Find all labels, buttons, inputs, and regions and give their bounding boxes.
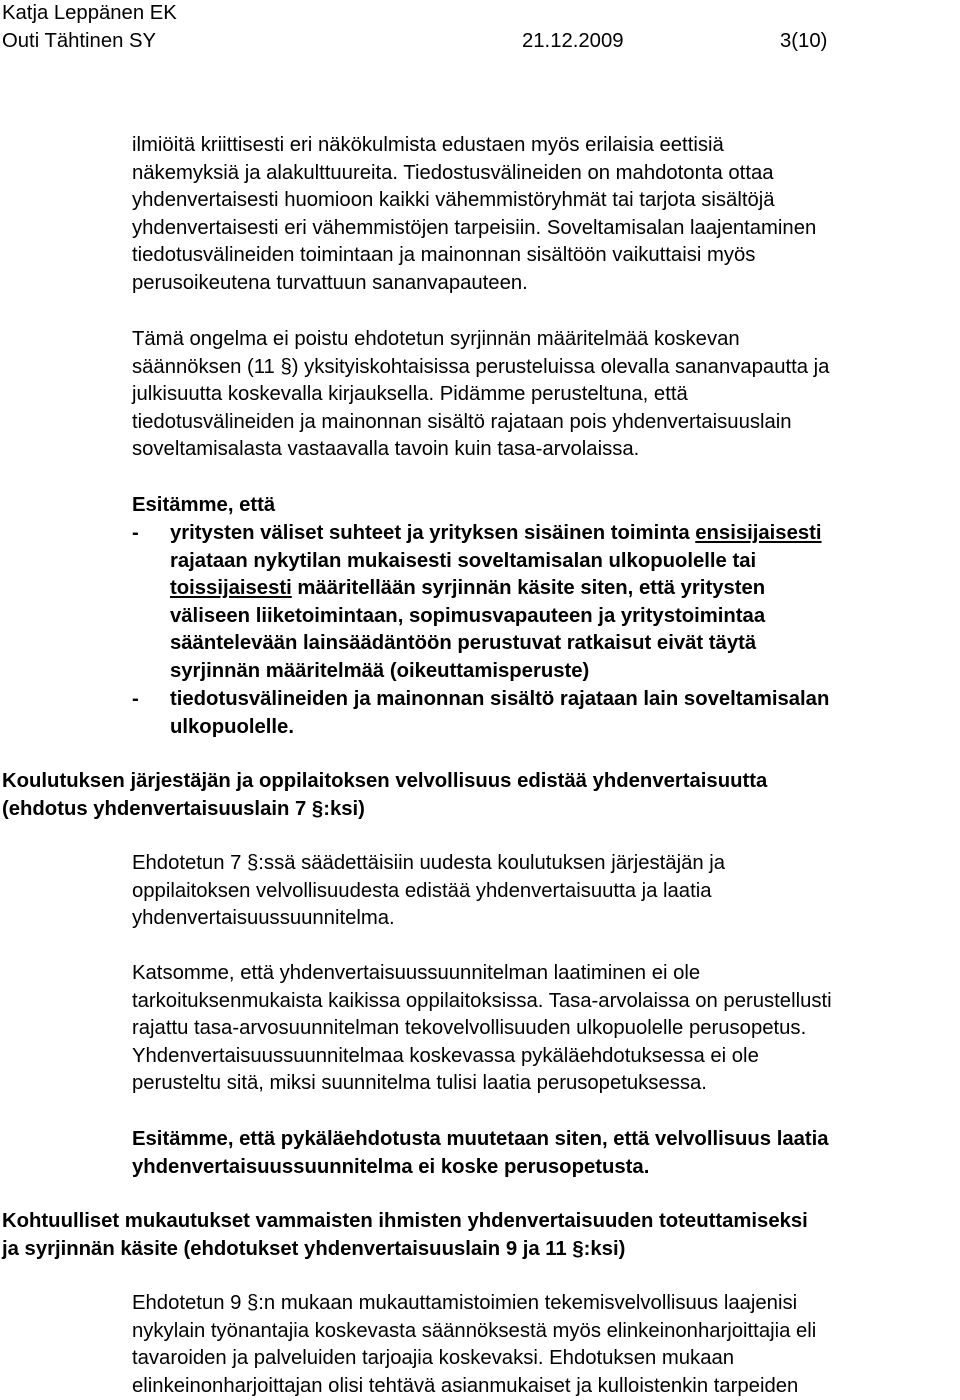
proposal-heading: Esitämme, että xyxy=(132,494,276,516)
text-line: Koulutuksen järjestäjän ja oppilaitoksen velvollisuus edistää yhdenvertaisuutta xyxy=(2,770,768,792)
list-bullet: - xyxy=(132,688,139,710)
text-line: ja syrjinnän käsite (ehdotukset yhdenvertaisuuslain 9 ja 11 §:ksi) xyxy=(2,1237,626,1260)
text-line: perusteltu sitä, miksi suunnitelma tulisi laatia perusopetuksessa. xyxy=(132,1072,707,1095)
header-author-1: Katja Leppänen EK xyxy=(2,2,177,24)
section-1-paragraph-2 xyxy=(132,960,832,1098)
section-heading xyxy=(2,768,767,823)
text-line xyxy=(170,520,822,548)
text-line: Ehdotetun 7 §:ssä säädettäisiin uudesta koulutuksen järjestäjän ja xyxy=(132,852,726,874)
text-line: tiedotusvälineiden toimintaan ja mainonnan sisältöön vaikuttaisi myös xyxy=(132,244,756,267)
header-date: 21.12.2009 xyxy=(522,30,624,52)
text-line: oppilaitoksen velvollisuudesta edistää yhdenvertaisuutta ja laatia xyxy=(132,879,712,902)
text-line: yhdenvertaisesti eri vähemmistöjen tarpeisiin. Soveltamisalan laajentaminen xyxy=(132,216,817,239)
text-line: tiedotusvälineiden ja mainonnan sisältö rajataan pois yhdenvertaisuuslain xyxy=(132,410,792,433)
text-line: yhdenvertaisesti huomioon kaikki vähemmistöryhmät tai tarjota sisältöjä xyxy=(132,189,775,212)
text-line: syrjinnän määritelmää (oikeuttamisperuste) xyxy=(170,659,590,682)
proposal-item-1 xyxy=(170,520,822,686)
paragraph-1 xyxy=(132,132,816,298)
list-bullet: - xyxy=(132,522,139,544)
text-line: yhdenvertaisuussuunnitelma ei koske perusopetusta. xyxy=(132,1155,650,1178)
text-line: tiedotusvälineiden ja mainonnan sisältö rajataan lain soveltamisalan xyxy=(170,688,830,710)
text-span: määritellään syrjinnän käsite siten, että yritysten xyxy=(291,577,766,600)
text-line: nykylain työnantajia koskevasta säännöksestä myös elinkeinonharjoittajia eli xyxy=(132,1319,817,1342)
paragraph-2 xyxy=(132,326,829,464)
text-span: yritysten väliset suhteet ja yrityksen sisäinen toiminta xyxy=(170,522,696,544)
text-line: Tämä ongelma ei poistu ehdotetun syrjinnän määritelmää koskevan xyxy=(132,328,740,350)
underlined-term: toissijaisesti xyxy=(170,577,292,600)
text-line: rajataan nykytilan mukaisesti soveltamisalan ulkopuolelle tai xyxy=(170,549,757,572)
text-line: ilmiöitä kriittisesti eri näkökulmista edustaen myös erilaisia eettisiä xyxy=(132,134,724,156)
section-1-paragraph-1 xyxy=(132,850,725,933)
text-line: perusoikeutena turvattuun sananvapauteen. xyxy=(132,271,528,294)
text-line: soveltamisalasta vastaavalla tavoin kuin tasa-arvolaissa. xyxy=(132,438,640,461)
text-line: rajattu tasa-arvosuunnitelman tekovelvollisuuden ulkopuolelle perusopetus. xyxy=(132,1017,807,1040)
section-2-paragraph-1 xyxy=(132,1290,816,1400)
text-line: elinkeinonharjoittajan olisi tehtävä asianmukaiset ja kulloistenkin tarpeiden xyxy=(132,1374,799,1397)
text-line: yhdenvertaisuussuunnitelma. xyxy=(132,907,395,930)
header-page-number: 3(10) xyxy=(780,30,828,52)
text-line: Yhdenvertaisuussuunnitelmaa koskevassa pykäläehdotuksessa ei ole xyxy=(132,1044,759,1067)
text-line: Esitämme, että pykäläehdotusta muutetaan siten, että velvollisuus laatia xyxy=(132,1128,829,1150)
page-header xyxy=(2,0,952,56)
underlined-term: ensisijaisesti xyxy=(695,522,822,544)
section-heading xyxy=(2,1208,808,1263)
text-line xyxy=(170,575,822,603)
text-line: Ehdotetun 9 §:n mukaan mukauttamistoimien tekemisvelvollisuus laajenisi xyxy=(132,1292,798,1314)
header-author-2: Outi Tähtinen SY xyxy=(2,30,157,52)
text-line: näkemyksiä ja alakulttuureita. Tiedostusvälineiden on mahdotonta ottaa xyxy=(132,161,774,184)
section-1-proposal xyxy=(132,1126,829,1181)
text-line: tarkoituksenmukaista kaikissa oppilaitoksissa. Tasa-arvolaissa on perustellusti xyxy=(132,989,832,1012)
text-line: (ehdotus yhdenvertaisuuslain 7 §:ksi) xyxy=(2,797,365,820)
text-line: sääntelevään lainsäädäntöön perustuvat ratkaisut eivät täytä xyxy=(170,632,757,655)
proposal-item-2 xyxy=(170,686,829,741)
text-line: julkisuutta koskevalla kirjauksella. Pidämme perusteltuna, että xyxy=(132,383,688,406)
text-line: tavaroiden ja palveluiden tarjoajia koskevaksi. Ehdotuksen mukaan xyxy=(132,1347,735,1370)
text-line: väliseen liiketoimintaan, sopimusvapauteen ja yritystoimintaa xyxy=(170,604,766,627)
header-line-2 xyxy=(2,28,952,56)
text-line: säännöksen (11 §) yksityiskohtaisissa perusteluissa olevalla sananvapautta ja xyxy=(132,355,830,378)
text-line: Kohtuulliset mukautukset vammaisten ihmisten yhdenvertaisuuden toteuttamiseksi xyxy=(2,1210,808,1232)
text-line: Katsomme, että yhdenvertaisuussuunnitelman laatiminen ei ole xyxy=(132,962,701,984)
text-line: ulkopuolelle. xyxy=(170,715,294,738)
